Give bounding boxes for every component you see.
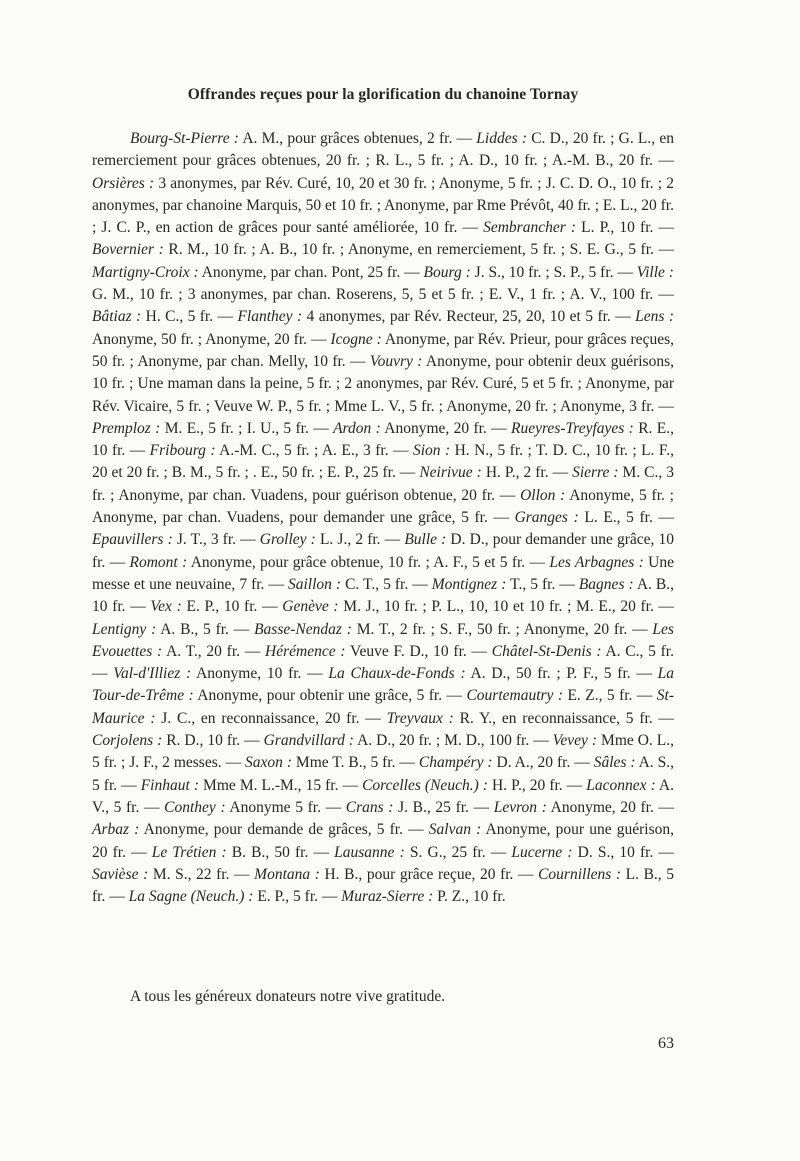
entry-text: A. C., 5 fr. — bbox=[92, 642, 674, 683]
entry-text: A. B., 10 fr. — bbox=[92, 575, 674, 616]
entry-place: Granges : bbox=[514, 509, 579, 527]
entry-text: R. M., 10 fr. ; A. B., 10 fr. ; Anonyme, en remerciement, 5 fr. ; S. E. G., 5 fr. — bbox=[163, 241, 674, 259]
entry-text: M. C., 3 fr. ; Anonyme, par chan. Vuadens, pour guérison obtenue, 20 fr. — bbox=[92, 464, 675, 504]
entry-text: S. G., 25 fr. — bbox=[404, 843, 512, 861]
entry-text: 4 anonymes, par Rév. Recteur, 25, 20, 10 et 5 fr. — bbox=[302, 308, 636, 326]
entry-place: Flanthey : bbox=[237, 308, 303, 326]
entry-place: Les Arbagnes : bbox=[549, 553, 644, 571]
entry-place: Vevey : bbox=[552, 732, 598, 750]
entry-place: Lucerne : bbox=[511, 843, 573, 861]
entry-text: L. J., 2 fr. — bbox=[315, 531, 405, 549]
entry-text: Anonyme, 10 fr. — bbox=[191, 665, 329, 683]
entry-place: Châtel-St-Denis : bbox=[491, 642, 602, 660]
entry-text: H. P., 2 fr. — bbox=[481, 464, 573, 482]
entry-place: Lens : bbox=[635, 308, 674, 326]
entry-text: Anonyme, pour demande de grâces, 5 fr. — bbox=[139, 821, 429, 839]
entry-text: M. J., 10 fr. ; P. L., 10, 10 et 10 fr. ; M. E., 20 fr. — bbox=[338, 598, 675, 616]
entry-text: J. T., 3 fr. — bbox=[172, 531, 260, 549]
entry-text: J. S., 10 fr. ; S. P., 5 fr. — bbox=[470, 263, 637, 281]
entry-place: Hérémence : bbox=[265, 642, 346, 660]
entry-place: Conthey : bbox=[164, 798, 226, 816]
entry-place: Bourg : bbox=[423, 263, 471, 281]
entry-text: R. E., 10 fr. — bbox=[92, 419, 674, 460]
entry-place: Liddes : bbox=[476, 130, 527, 147]
entry-text: Anonyme, pour grâce obtenue, 10 fr. ; A. F., 5 et 5 fr. — bbox=[187, 553, 550, 571]
entry-place: Epauvillers : bbox=[92, 531, 173, 549]
entry-text: D. A., 20 fr. — bbox=[492, 754, 594, 772]
entry-text: A. D., 50 fr. ; P. F., 5 fr. — bbox=[465, 665, 658, 683]
entry-place: Bovernier : bbox=[92, 241, 164, 259]
entry-place: Crans : bbox=[345, 798, 394, 816]
entry-place: Lausanne : bbox=[334, 843, 405, 861]
entry-place: Basse-Nendaz : bbox=[254, 620, 352, 638]
entry-place: Sembrancher : bbox=[483, 219, 577, 237]
entry-text: B. B., 50 fr. — bbox=[226, 843, 335, 861]
entry-place: Fribourg : bbox=[149, 442, 216, 460]
entry-place: Ollon : bbox=[520, 486, 566, 504]
entry-text: H. C., 5 fr. — bbox=[141, 308, 238, 326]
entry-text: J. B., 25 fr. — bbox=[393, 798, 494, 816]
entry-place: Romont : bbox=[129, 553, 188, 571]
entry-place: Vouvry : bbox=[369, 352, 423, 370]
donations-paragraph bbox=[92, 128, 674, 908]
entry-text: Une messe et une neuvaine, 7 fr. — bbox=[92, 553, 675, 593]
entry-place: Val-d'Illiez : bbox=[113, 665, 192, 683]
entry-text: A. S., 5 fr. — bbox=[92, 754, 674, 794]
entry-text: Veuve F. D., 10 fr. — bbox=[345, 642, 492, 660]
entry-place: Sâles : bbox=[593, 754, 636, 772]
entry-text: Anonyme, 50 fr. ; Anonyme, 20 fr. — bbox=[92, 330, 331, 348]
entry-text: R. D., 10 fr. — bbox=[162, 732, 264, 750]
entry-place: Corjolens : bbox=[92, 732, 163, 750]
entry-place: Genève : bbox=[282, 598, 339, 616]
entry-text: H. B., pour grâce reçue, 20 fr. — bbox=[319, 865, 539, 883]
entry-text: E. P., 10 fr. — bbox=[181, 598, 283, 616]
entry-place: Grolley : bbox=[259, 531, 316, 549]
entry-text: Anonyme 5 fr. — bbox=[225, 798, 346, 816]
entry-place: Muraz-Sierre : bbox=[341, 888, 434, 906]
entry-text: Anonyme, par chan. Pont, 25 fr. — bbox=[198, 263, 424, 281]
entry-text: A. D., 20 fr. ; M. D., 100 fr. — bbox=[353, 732, 553, 750]
entry-text: Mme T. B., 5 fr. — bbox=[291, 754, 419, 772]
entry-place: Orsières : bbox=[92, 174, 155, 192]
entry-place: Bâtiaz : bbox=[92, 308, 142, 326]
entry-place: Le Trétien : bbox=[151, 843, 227, 861]
entry-place: Montignez : bbox=[431, 575, 507, 593]
entry-place: Sion : bbox=[412, 442, 451, 460]
entry-text: M. S., 22 fr. — bbox=[148, 865, 255, 883]
entry-text: 3 anonymes, par Rév. Curé, 10, 20 et 30 fr. ; Anonyme, 5 fr. ; J. C. D. O., 10 fr. ; 2 anonymes, par chanoine Marquis, 50 et 10 fr. ; Anonyme, par Rme Prévôt, 40 fr. ; E. L., 20 fr. ; J. C. P., en action de grâces pour santé améliorée, 10 fr. — bbox=[92, 174, 674, 237]
entry-text: C. T., 5 fr. — bbox=[341, 575, 432, 593]
entry-text: M. E., 5 fr. ; I. U., 5 fr. — bbox=[160, 419, 334, 437]
entry-text: L. B., 5 fr. — bbox=[92, 865, 674, 906]
entry-place: Arbaz : bbox=[92, 821, 140, 839]
entry-text: E. P., 5 fr. — bbox=[253, 888, 342, 906]
entry-text: Anonyme, pour obtenir une grâce, 5 fr. — bbox=[193, 687, 467, 705]
entry-place: La Sagne (Neuch.) : bbox=[128, 888, 254, 906]
entry-place: Cournillens : bbox=[538, 865, 622, 883]
entry-text: Anonyme, par Rév. Prieur, pour grâces reçues, 50 fr. ; Anonyme, par chan. Melly, 10 fr. — bbox=[92, 330, 674, 370]
entry-text: Anonyme, 20 fr. — bbox=[380, 419, 511, 437]
entry-place: Icogne : bbox=[330, 330, 382, 348]
entry-place: Finhaut : bbox=[140, 776, 200, 794]
entry-text: G. M., 10 fr. ; 3 anonymes, par chan. Roserens, 5, 5 et 5 fr. ; E. V., 1 fr. ; A. V., 100 fr. — bbox=[92, 286, 674, 304]
entry-text: E. Z., 5 fr. — bbox=[563, 687, 657, 705]
entry-place: Neirivue : bbox=[419, 464, 482, 482]
entry-text: Anonyme, 5 fr. ; Anonyme, par chan. Vuadens, pour demander une grâce, 5 fr. — bbox=[92, 486, 674, 527]
entry-place: Bulle : bbox=[404, 531, 447, 549]
entry-text: Mme O. L., 5 fr. ; J. F., 2 messes. — bbox=[92, 732, 674, 772]
entry-text: L. P., 10 fr. — bbox=[576, 219, 675, 237]
entry-place: Courtemautry : bbox=[466, 687, 564, 705]
entry-place: Ardon : bbox=[333, 419, 381, 437]
entry-place: Sierre : bbox=[572, 464, 619, 482]
entry-text: C. D., 20 fr. ; G. L., en remerciement pour grâces obtenues, 20 fr. ; R. L., 5 fr. ; A. D., 10 fr. ; A.-M. B., 20 fr. — bbox=[92, 130, 674, 170]
entry-place: Lentigny : bbox=[92, 620, 157, 638]
entry-place: Rueyres-Treyfayes : bbox=[511, 419, 634, 437]
entry-text: R. Y., en reconnaissance, 5 fr. — bbox=[453, 709, 675, 727]
entry-place: Les Evouettes : bbox=[92, 620, 674, 660]
entry-text: A. V., 5 fr. — bbox=[92, 776, 674, 816]
entry-place: Ville : bbox=[636, 263, 674, 281]
entry-text: A. M., pour grâces obtenues, 2 fr. — bbox=[238, 130, 477, 147]
entry-place: Treyvaux : bbox=[386, 709, 454, 727]
entry-text: Anonyme, 20 fr. — bbox=[546, 798, 674, 816]
entry-place: La Tour-de-Trême : bbox=[92, 665, 675, 705]
entry-place: Bourg-St-Pierre : bbox=[130, 130, 239, 147]
entry-place: Laconnex : bbox=[586, 776, 656, 794]
entry-text: P. Z., 10 fr. bbox=[433, 888, 506, 906]
entry-place: Premploz : bbox=[92, 419, 161, 437]
entry-place: Grandvillard : bbox=[263, 732, 354, 750]
entry-text: H. N., 5 fr. ; T. D. C., 10 fr. ; L. F., 20 et 20 fr. ; B. M., 5 fr. ; . E., 50 fr. ; E. P., 25 fr. — bbox=[92, 442, 675, 482]
entry-text: T., 5 fr. — bbox=[506, 575, 579, 593]
entry-text: Anonyme, pour obtenir deux guérisons, 10 fr. ; Une maman dans la peine, 5 fr. ; 2 anonymes, par Rév. Curé, 5 et 5 fr. ; Anonyme, par Rév. Vicaire, 5 fr. ; Veuve W. P., 5 fr. ; Mme L. V., 5 fr. ; Anonyme, 20 fr. ; Anonyme, 3 fr. — bbox=[92, 352, 674, 415]
entry-place: Corcelles (Neuch.) : bbox=[362, 776, 488, 794]
entry-text: D. D., pour demander une grâce, 10 fr. — bbox=[92, 531, 675, 571]
entry-place: Saxon : bbox=[245, 754, 292, 772]
entry-place: Salvan : bbox=[428, 821, 482, 839]
entry-text: D. S., 10 fr. — bbox=[572, 843, 674, 861]
entry-text: L. E., 5 fr. — bbox=[578, 509, 674, 527]
entry-place: Champéry : bbox=[418, 754, 493, 772]
entry-place: Levron : bbox=[493, 798, 547, 816]
entry-place: Bagnes : bbox=[578, 575, 634, 593]
entry-text: Mme M. L.-M., 15 fr. — bbox=[199, 776, 363, 794]
page-title: Offrandes reçues pour la glorification du chanoine Tornay bbox=[187, 86, 579, 103]
closing-line: A tous les généreux donateurs notre vive gratitude. bbox=[130, 988, 446, 1005]
entry-text: M. T., 2 fr. ; S. F., 50 fr. ; Anonyme, 20 fr. — bbox=[351, 620, 653, 638]
entry-place: Montana : bbox=[254, 865, 320, 883]
entry-text: J. C., en reconnaissance, 20 fr. — bbox=[155, 709, 387, 727]
entry-place: Vex : bbox=[150, 598, 182, 616]
entry-text: A. T., 20 fr. — bbox=[162, 642, 266, 660]
entry-place: Martigny-Croix : bbox=[92, 263, 199, 281]
entry-text: A. B., 5 fr. — bbox=[156, 620, 255, 638]
entry-place: Savièse : bbox=[92, 865, 149, 883]
entry-place: Saillon : bbox=[287, 575, 342, 593]
entry-place: La Chaux-de-Fonds : bbox=[328, 665, 466, 683]
entry-place: St-Maurice : bbox=[92, 687, 674, 727]
page-number: 63 bbox=[658, 1035, 674, 1052]
entry-text: A.-M. C., 5 fr. ; A. E., 3 fr. — bbox=[215, 442, 413, 460]
entry-text: H. P., 20 fr. — bbox=[487, 776, 587, 794]
entry-text: Anonyme, pour une guérison, 20 fr. — bbox=[92, 821, 674, 861]
